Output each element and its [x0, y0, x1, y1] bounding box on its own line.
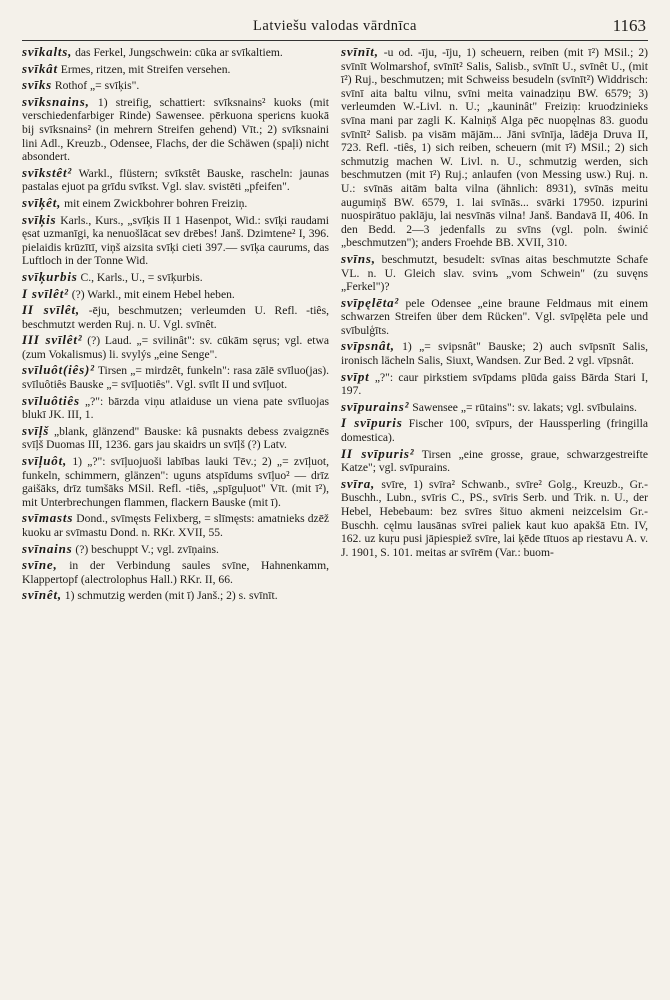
page-number: 1163 — [612, 16, 646, 35]
dictionary-entry — [341, 370, 648, 398]
page-header — [22, 14, 648, 41]
entry-headword: svīne, — [22, 557, 58, 573]
entry-headword: svīmasts — [22, 510, 74, 526]
entry-headword: svīpurains² — [341, 398, 410, 414]
entry-definition: pele Odensee „eine braune Feldmaus mit einem schwarzen Streifen über dem Rücken". Vgl. svīpęlēta pele und svībulģīts. — [341, 296, 648, 337]
entry-headword: svīnêt, — [22, 587, 62, 603]
dictionary-entry — [22, 213, 329, 268]
columns — [22, 45, 648, 605]
page-title: Latviešu valodas vārdnīca — [253, 18, 417, 34]
dictionary-entry — [341, 416, 648, 444]
dictionary-entry — [341, 400, 648, 415]
dictionary-entry — [22, 270, 329, 285]
entry-definition: 1) streifig, schattiert: svīksnains² kuoks (mit verschiedenfarbiger Rinde) Sawensee. pērkuona sperієns kuokā bij svīksnains² (in mehrern Streifen gehend) Vīt.; 2) svīksnaini lini Adl., Kreuzb., Odensee, Flachs, der die Schäwen (spaļi) nicht absondert. — [22, 95, 329, 164]
dictionary-entry — [341, 339, 648, 367]
entry-headword: svīluôtiês — [22, 392, 80, 408]
entry-definition: (?) Laud. „= svilinât": sv. cūkām sęrus; vgl. etwa (zum Vokalismus) li. svylýs „eine Senge". — [22, 334, 330, 361]
dictionary-entry — [22, 588, 329, 603]
dictionary-entry — [22, 166, 329, 194]
entry-definition: Tirsen „= mirdzêt, funkeln": rasa zālē svīluo(jas). svīluôtiês Bauske „= svīļuotiês". Vgl. svīlt II und svīļuot. — [22, 364, 329, 392]
dictionary-entry — [341, 296, 648, 338]
entry-headword: svīnīt, — [341, 44, 379, 59]
dictionary-entry — [22, 511, 329, 539]
dictionary-entry — [22, 394, 329, 422]
entry-headword: svīkalts, — [22, 44, 73, 59]
entry-headword: svīns, — [341, 250, 376, 266]
entry-headword: svīpsnât, — [341, 338, 395, 354]
entry-definition: (?) beschuppt V.; vgl. zvīņains. — [72, 542, 219, 556]
entry-definition: 1) „?": svīļuojuoši labības lauki Tēv.; 2) „= zvīļuot, funkeln, schimmern, glänzen": uguns atspīdums svīļuo² — drīz gaišāks, drīz tumšāks MSil. Refl. -tiês, „spīguļuot" Vīt. (mit ī²), mit Unterbrechungen flammen, flackern Bauske (mit ī). — [22, 455, 329, 509]
entry-headword: svīļš — [22, 422, 50, 438]
entry-headword: svīksnains, — [22, 93, 90, 109]
entry-definition: -u od. -īju, -īju, 1) scheuern, reiben (mit ī²) MSil.; 2) svīnīt Wolmarshof, svīnīt² Salis, Salisb., svīnīt U., svīnêt U., (mit ī²) Ruj., beschmutzen; mit Schweiss besudeln (svīnīt²) Widdrisch: svīnī aita baltu vilnu, svīni meita vainadziņu BW. 6579; 3) verleumden W.-Livl. n. U.; „kauninât" Freiziņ: kruodzinieks svīna mani par zagli K. Kalniņš Alga pēc nuopęlnas 83. guodu svīnīt² Salisb. pa visām mājām... Jāni svīnīja, lādēja Druva II, 723. Refl. -tiês, 1) sich reiben, scheuern (mit ī²) MSil.; 2) sich schmutzig machen W. Livl. n. U., schmutzig werden, sich beschmutzen (mit ī²) Ruj.; anlaufen (von Messing usw.) Ruj. n. U.: svīnās aitām balta vilna (ähnlich: 8931), svīnās meitu augumiņš BW. 6579, 1. lai svīnās... svārki 17950. izpurini nuospirātuo paklāju, lai nesvīnās vilna! Janš. Bandavā II, 406. In den Bedd. 2—3 jedenfalls zu svīns (vgl. poln. świnić „beschmutzen"); anders Froehde BB. XVII, 310. — [341, 46, 648, 250]
entry-definition: „?": caur pirkstiem svīpdams plūda gaiss Bārda Stari I, 197. — [341, 370, 648, 398]
dictionary-entry — [22, 303, 329, 331]
entry-headword: svīpęlēta² — [341, 294, 400, 310]
dictionary-entry — [341, 477, 648, 560]
entry-definition: Sawensee „= rūtains": sv. lakats; vgl. svībulains. — [409, 400, 637, 414]
entry-definition: „?": bārzda viņu atlaiduse un viena pate svīluojas blukī JK. III, 1. — [22, 394, 329, 422]
dictionary-entry — [22, 62, 329, 77]
dictionary-entry — [22, 78, 329, 93]
dictionary-entry — [341, 45, 648, 250]
entry-headword: svīnains — [22, 540, 73, 556]
left-column — [22, 45, 329, 605]
dictionary-entry — [22, 333, 329, 361]
entry-definition: Warkl., flüstern; svīkstêt Bauske, rascheln: jaunas pastalas ejuot pa grīdu svīkst. Vgl. slav. svistēti „pfeifen". — [22, 166, 329, 194]
entry-definition: -ēju, beschmutzen; verleumden U. Refl. -tiês, beschmutzt werden Ruj. n. U. Vgl. svīnêt. — [22, 304, 329, 331]
entry-definition: Ermes, ritzen, mit Streifen versehen. — [57, 62, 231, 76]
entry-definition: C., Karls., U., = svīķurbis. — [77, 270, 203, 284]
entry-headword: svīra, — [341, 475, 376, 491]
entry-headword: I svīlêt² — [22, 285, 69, 301]
entry-headword: svīķis — [22, 211, 57, 227]
entry-definition: Dond., svīmęsts Felixberg, = slīmęsts: amatnieks dzēž kuoku ar svīmastu Dond. n. RKr. XVII, 55. — [22, 512, 329, 539]
entry-definition: 1) schmutzig werden (mit ī) Janš.; 2) s. svīnīt. — [61, 589, 278, 603]
dictionary-entry — [22, 363, 329, 391]
entry-headword: svīkât — [22, 60, 58, 76]
dictionary-entry — [22, 45, 329, 60]
entry-definition: beschmutzt, besudelt: svīnas aitas beschmutzte Schafe VL. n. U. Gleich slav. svinъ „vom Schwein" (zu suvęns „Ferkel")? — [341, 252, 648, 294]
entry-headword: II svīpuris² — [341, 445, 415, 461]
entry-headword: svīkstêt² — [22, 164, 73, 180]
entry-definition: Rothof „= svīķis". — [52, 79, 140, 93]
entry-headword: II svīlêt, — [22, 302, 80, 318]
dictionary-entry — [22, 287, 329, 302]
entry-definition: Tirsen „eine grosse, graue, schwarzgestreifte Katze"; vgl. svīpurains. — [341, 447, 648, 475]
entry-definition: Karls., Kurs., „svīķis II 1 Hasenpot, Wid.: svīķi raudami ęsat uzmanīgi, ka nenuošlācat sev drēbes! Janš. Dzimtene² I, 396. pielaidis krūzītī, viņš aizsita svīķi cieti 397.— svīķa caurums, das Luftloch in der Tonne Wid. — [22, 213, 329, 268]
entry-headword: svīluôt(iês)² — [22, 362, 95, 378]
entry-definition: 1) „= svipsnât" Bauske; 2) auch svīpsnīt Salis, ironisch lächeln Salis, Siuxt, Wandsen. Zur Bed. 2 vgl. vīpsnât. — [341, 340, 648, 368]
entry-headword: svīks — [22, 77, 52, 93]
entry-definition: svīre, 1) svīra² Schwanb., svīre² Golg., Kreuzb., Gr.-Buschh., Lubn., svīris C., PS., svīris Serb. und Trik. n. U., der Hebel, Hebebaum: bez svīres šituo akmeni neizcelsim Gr.-Buschh. cęlmu lausānas svīrei paliek kaut kuo apakšā Etn. IV, 162. uz kuŗu pusi jāpiespiež svīre, lai ķēde tītuos ap riestavu A. v. J. 1901, S. 101. meitas ar svīrēm (Var.: buom- — [341, 477, 648, 559]
entry-definition: Fischer 100, svīpurs, der Haussperling (fringilla domestica). — [341, 417, 648, 445]
dictionary-entry — [341, 447, 648, 475]
right-column — [341, 45, 648, 605]
dictionary-entry — [22, 95, 329, 164]
entry-definition: mit einem Zwickbohrer bohren Freiziņ. — [61, 196, 248, 210]
dictionary-entry — [22, 542, 329, 557]
entry-headword: svīķurbis — [22, 268, 78, 284]
entry-definition: in der Verbindung saules svīne, Hahnenkamm, Klappertopf (alectrolophus Hall.) RKr. II, 66. — [22, 559, 329, 586]
entry-definition: das Ferkel, Jungschwein: cūka ar svīkaltiem. — [72, 46, 283, 59]
dictionary-entry — [22, 196, 329, 211]
entry-headword: I svīpuris — [341, 415, 403, 431]
entry-definition: (?) Warkl., mit einem Hebel heben. — [68, 287, 235, 301]
entry-headword: svīļuôt, — [22, 453, 68, 469]
entry-definition: „blank, glänzend" Bauske: kâ pusnakts debess zvaigznēs svīļš Duomas III, 1236. gars jau skaidrs un svīļš (?) Latv. — [22, 424, 329, 452]
dictionary-entry — [22, 454, 329, 509]
dictionary-entry — [22, 424, 329, 452]
entry-headword: svīpt — [341, 368, 370, 384]
entry-headword: svīķêt, — [22, 194, 62, 210]
dictionary-entry — [22, 558, 329, 586]
entry-headword: III svīlêt² — [22, 332, 83, 348]
dictionary-entry — [341, 252, 648, 294]
